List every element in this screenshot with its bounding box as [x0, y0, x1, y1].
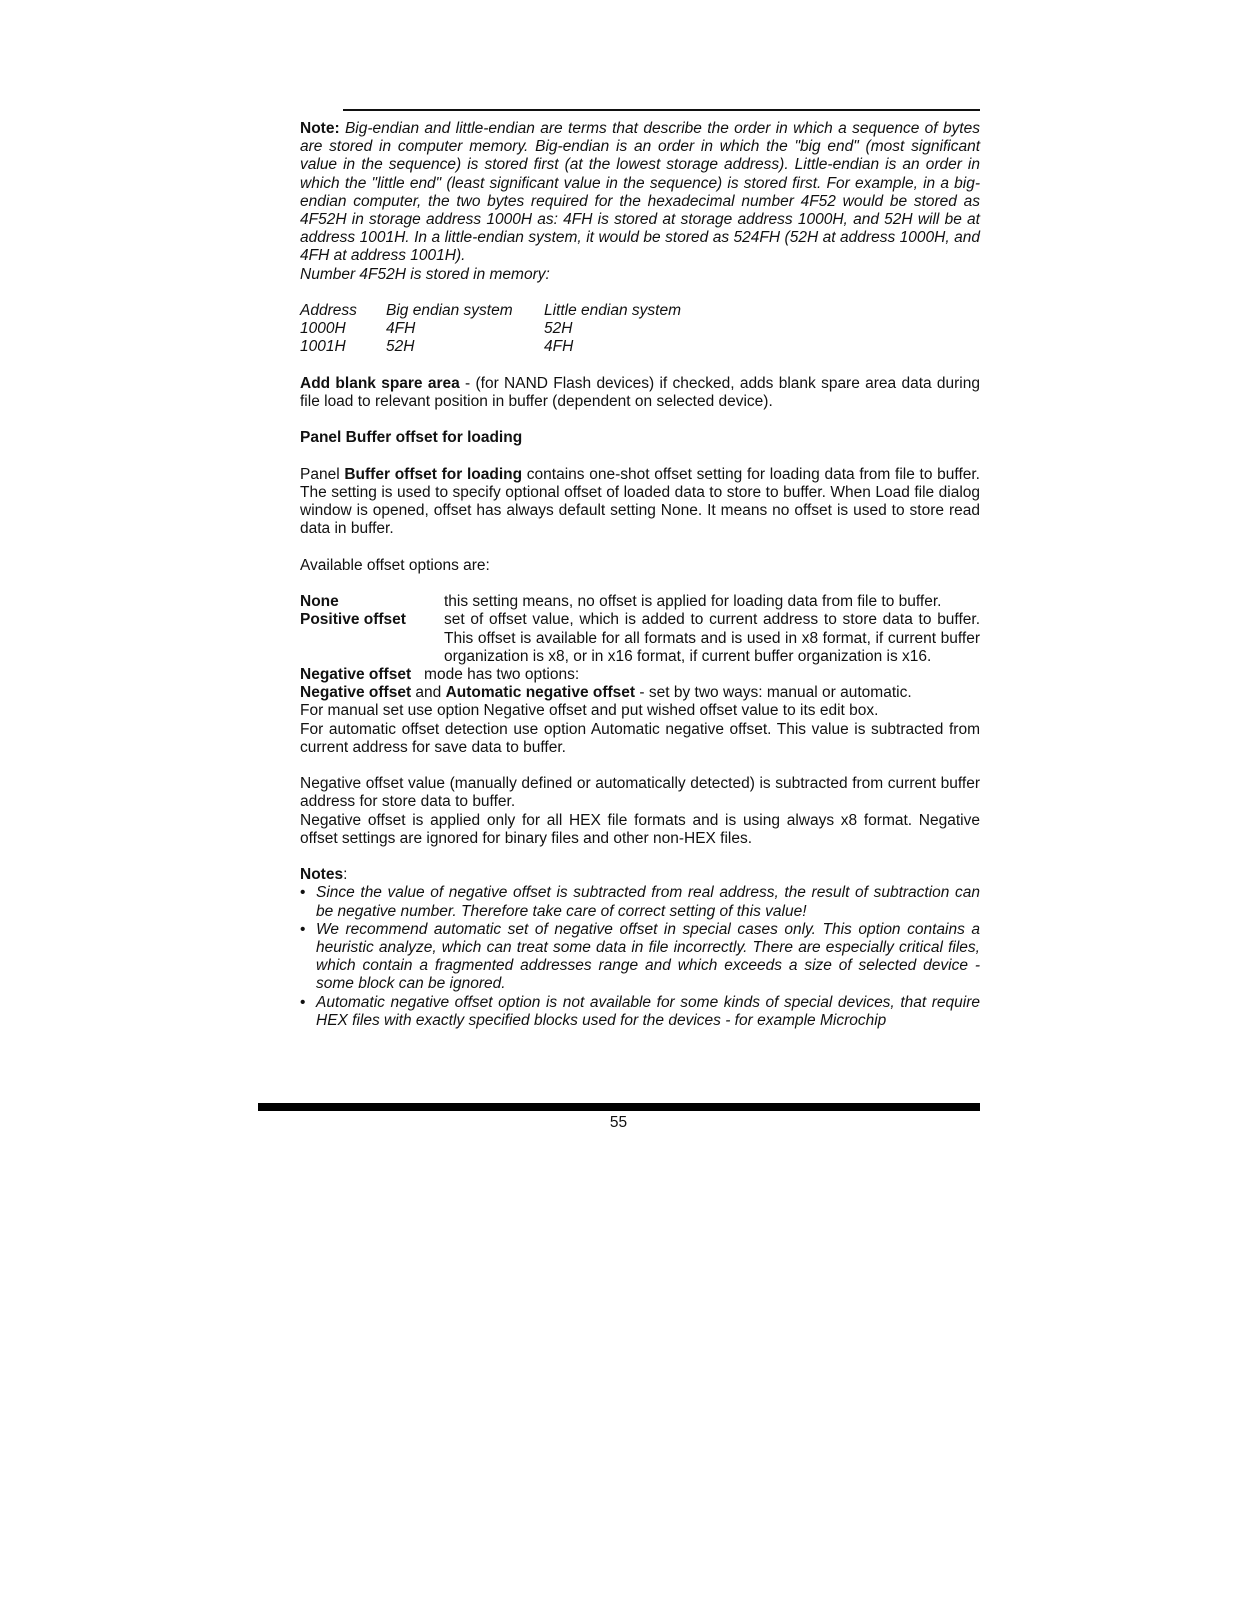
table-cell: 4FH	[386, 320, 416, 338]
negative-offset-ways: Negative offset and Automatic negative offset - set by two ways: manual or automatic.	[300, 684, 912, 702]
list-item: • Automatic negative offset option is not available for some kinds of special devices, that require HEX files with exactly specified blocks used for the devices - for example Microchip	[300, 993, 980, 1029]
note-paragraph	[300, 120, 980, 266]
add-blank-paragraph	[300, 375, 980, 411]
table-cell: 52H	[544, 320, 573, 338]
negative-value-paragraph: Negative offset value (manually defined or automatically detected) is subtracted from current buffer address for store data to buffer.	[300, 775, 980, 811]
add-blank-label: Add blank spare area	[300, 374, 460, 392]
section-heading: Panel Buffer offset for loading	[300, 429, 523, 447]
add-blank-text: - (for NAND Flash devices) if checked, adds blank spare area data during file load to relevant position in buffer (dependent on selected device).	[300, 374, 980, 411]
notes-heading: Notes:	[300, 866, 348, 884]
note-label: Note:	[300, 120, 340, 137]
panel-paragraph: Panel Buffer offset for loading contains one-shot offset setting for loading data from file to buffer. The setting is used to specify optional offset of loaded data to store to buffer. When Load file dialog window is opened, offset has always default setting None. It means no offset is used to store read data in buffer.	[300, 465, 980, 538]
endian-table	[300, 302, 681, 357]
page-body	[300, 120, 980, 1030]
option-desc: this setting means, no offset is applied for loading data from file to buffer.	[444, 593, 942, 611]
footer-rule	[258, 1103, 980, 1111]
manual-set-text: For manual set use option Negative offset and put wished offset value to its edit box.	[300, 702, 879, 720]
bullet-icon: •	[300, 920, 306, 938]
bullet-icon: •	[300, 993, 306, 1011]
header-rule	[343, 109, 980, 111]
option-term: Positive offset	[300, 611, 406, 629]
page-number: 55	[609, 1114, 628, 1131]
table-cell: 52H	[386, 338, 415, 356]
table-cell: 4FH	[544, 338, 574, 356]
table-cell: 1001H	[300, 338, 346, 356]
table-header-row	[300, 302, 681, 320]
table-row	[300, 320, 681, 338]
automatic-detection-text: For automatic offset detection use option Automatic negative offset. This value is subtracted from current address for save data to buffer.	[300, 720, 980, 756]
bullet-icon: •	[300, 884, 306, 902]
available-options-text: Available offset options are:	[300, 556, 490, 574]
option-positive-offset	[300, 611, 980, 666]
note-text: Big-endian and little-endian are terms that describe the order in which a sequence of bytes are stored in computer memory. Big-endian is an order in which the "big end" (most significant value in the sequence) is stored first (at the lowest storage address). Little-endian is an order in which the "little end" (least significant value in the sequence) is stored first. For example, in a big-endian computer, the two bytes required for the hexadecimal number 4F52 would be stored as 4F52H in storage address 1000H as: 4FH is stored at storage address 1000H, and 52H will be at address 1001H. In a little-endian system, it would be stored as 524FH (52H at address 1000H, and 4FH at address 1001H).	[300, 120, 980, 265]
table-header: Little endian system	[544, 302, 681, 320]
table-header: Address	[300, 302, 357, 320]
table-row	[300, 338, 681, 356]
number-line: Number 4F52H is stored in memory:	[300, 265, 550, 283]
option-desc: set of offset value, which is added to current address to store data to buffer. This offset is available for all formats and is used in x8 format, if current buffer organization is x8, or in x16 format, if current buffer organization is x16.	[444, 611, 980, 665]
option-term: None	[300, 593, 339, 611]
option-none	[300, 593, 980, 611]
notes-list	[300, 884, 980, 1030]
table-cell: 1000H	[300, 320, 346, 338]
list-item: • Since the value of negative offset is subtracted from real address, the result of subtraction can be negative number. Therefore take care of correct setting of this value!	[300, 884, 980, 920]
table-header: Big endian system	[386, 302, 513, 320]
negative-offset-line: Negative offset mode has two options:	[300, 666, 580, 683]
negative-applied-paragraph: Negative offset is applied only for all HEX file formats and is using always x8 format. Negative offset settings are ignored for binary files and other non-HEX files.	[300, 811, 980, 847]
list-item: • We recommend automatic set of negative offset in special cases only. This option contains a heuristic analyze, which can treat some data in file incorrectly. There are especially critical files, which contain a fragmented addresses range and which exceeds a size of selected device - some block can be ignored.	[300, 920, 980, 993]
